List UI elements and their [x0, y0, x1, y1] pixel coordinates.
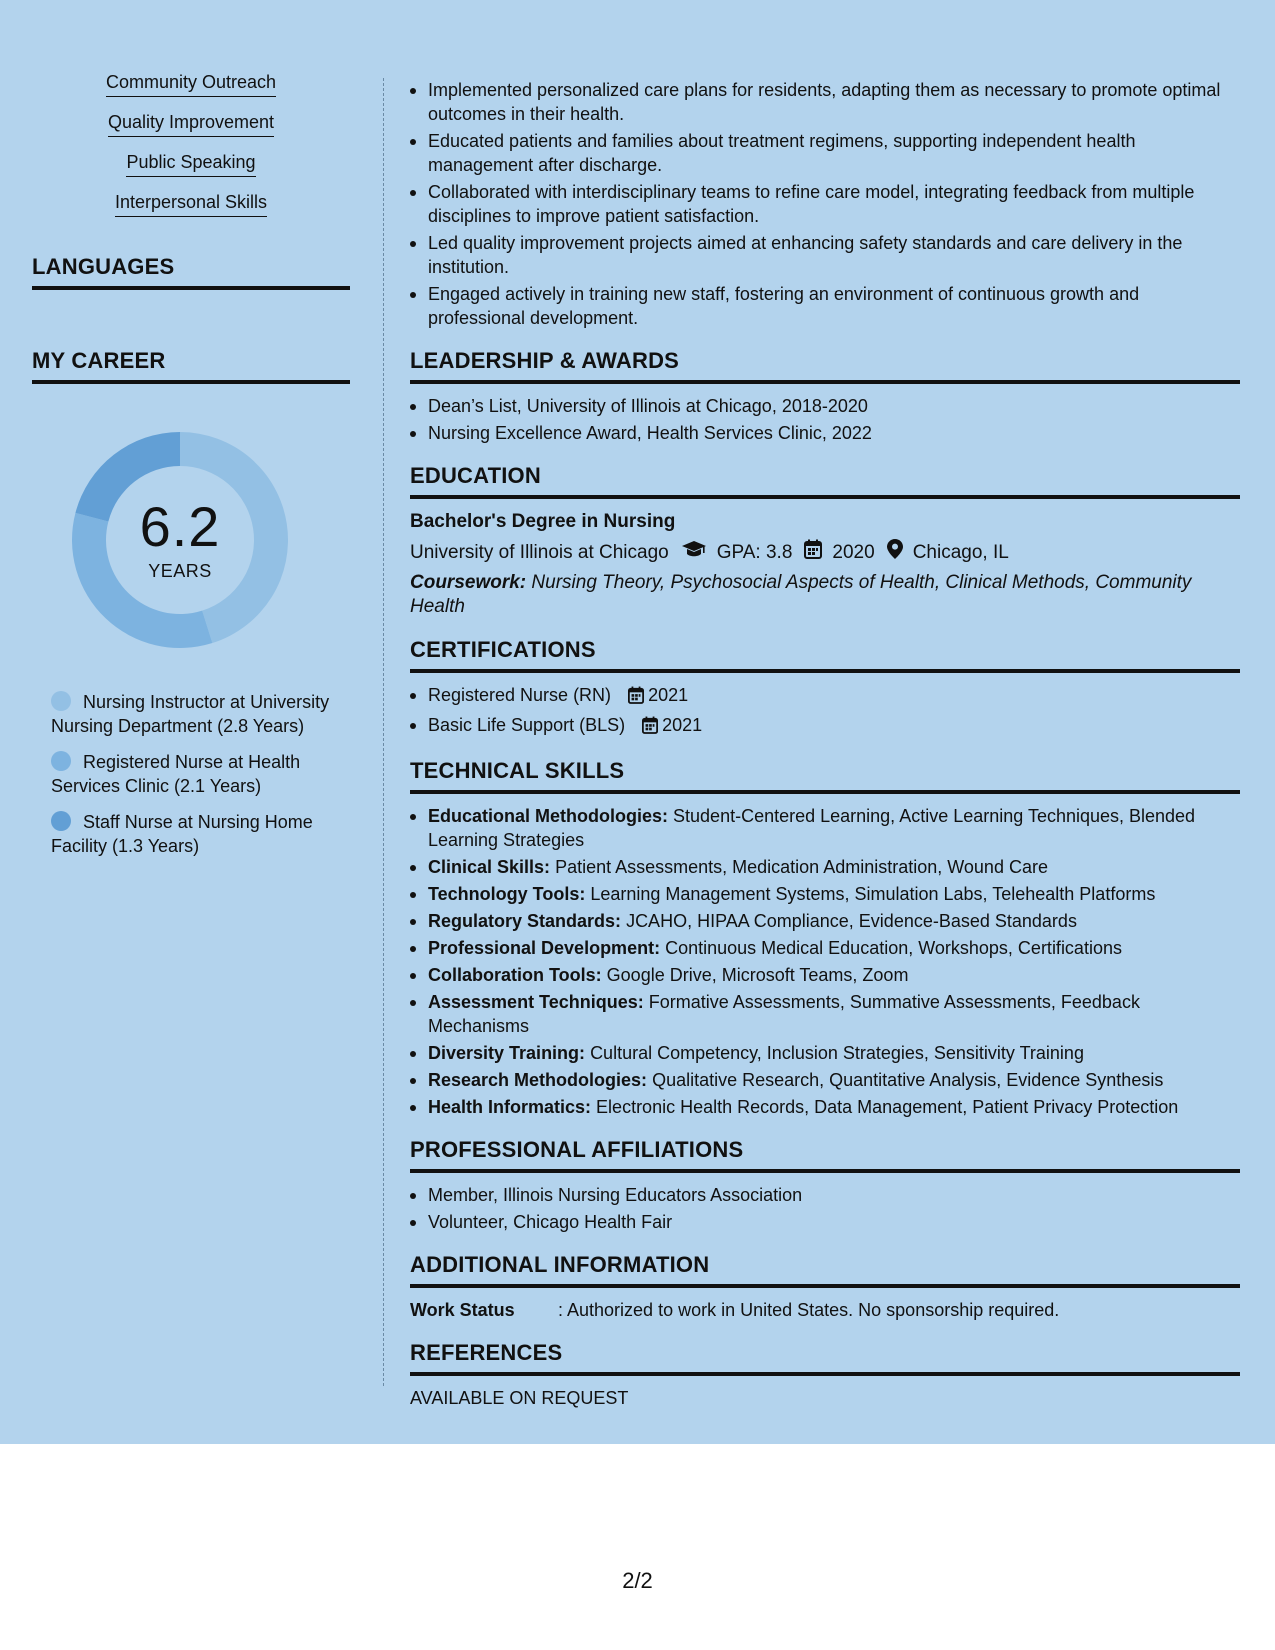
skill-label: Assessment Techniques:	[428, 992, 644, 1012]
technical-skills-list	[410, 804, 1240, 1119]
list-item	[410, 1068, 1240, 1092]
skill-quality-improvement: Quality Improvement	[108, 112, 274, 137]
education-school: University of Illinois at Chicago	[410, 542, 669, 563]
coursework-label: Coursework:	[410, 572, 527, 593]
awards-list	[410, 394, 1240, 445]
education-degree: Bachelor's Degree in Nursing	[410, 511, 676, 532]
work-status-row	[410, 1298, 1240, 1322]
skill-label: Research Methodologies:	[428, 1070, 648, 1090]
skill-label: Educational Methodologies:	[428, 806, 669, 826]
list-item: Dean’s List, University of Illinois at Chicago, 2018-2020	[410, 394, 1240, 418]
skill-value: Electronic Health Records, Data Management, Patient Privacy Protection	[596, 1097, 1179, 1117]
technical-skills-heading: TECHNICAL SKILLS	[410, 758, 1240, 794]
references-text: AVAILABLE ON REQUEST	[410, 1388, 629, 1408]
skill-label: Regulatory Standards:	[428, 911, 622, 931]
education-heading: EDUCATION	[410, 463, 1240, 499]
sidebar	[32, 72, 350, 870]
list-item	[32, 152, 350, 177]
certification-year: 2021	[648, 685, 689, 705]
career-legend-item	[51, 690, 350, 738]
list-item: Engaged actively in training new staff, fostering an environment of continuous growth and professional development.	[410, 282, 1240, 330]
page-number: 2/2	[622, 1568, 653, 1593]
education-coursework	[410, 571, 1240, 619]
skill-value: JCAHO, HIPAA Compliance, Evidence-Based Standards	[626, 911, 1077, 931]
skill-public-speaking: Public Speaking	[126, 152, 255, 177]
certifications-list	[410, 683, 1240, 740]
calendar-icon	[642, 716, 658, 740]
career-legend-item	[51, 810, 350, 858]
list-item: Nursing Excellence Award, Health Services Clinic, 2022	[410, 421, 1240, 445]
list-item: Volunteer, Chicago Health Fair	[410, 1210, 1240, 1234]
education-location: Chicago, IL	[912, 542, 1009, 563]
career-donut-chart	[66, 426, 294, 654]
skill-interpersonal-skills: Interpersonal Skills	[115, 192, 267, 217]
certification-year: 2021	[662, 715, 703, 735]
skill-label: Collaboration Tools:	[428, 965, 602, 985]
career-total-unit: YEARS	[148, 560, 212, 581]
skill-value: Learning Management Systems, Simulation Labs, Telehealth Platforms	[590, 884, 1156, 904]
skill-value: Formative Assessments, Summative Assessments, Feedback Mechanisms	[428, 992, 1140, 1036]
work-status-value: : Authorized to work in United States. No sponsorship required.	[558, 1300, 1060, 1320]
skill-community-outreach: Community Outreach	[106, 72, 276, 97]
career-heading: MY CAREER	[32, 348, 350, 384]
map-pin-icon	[887, 539, 903, 567]
calendar-icon	[628, 686, 644, 710]
list-item	[410, 963, 1240, 987]
skill-value: Student-Centered Learning, Active Learning Techniques, Blended Learning Strategies	[428, 806, 1196, 850]
soft-skills-list	[32, 72, 350, 217]
skill-label: Professional Development:	[428, 938, 661, 958]
certifications-heading: CERTIFICATIONS	[410, 637, 1240, 673]
work-status-label: Work Status	[410, 1300, 515, 1320]
certification-name: Basic Life Support (BLS)	[428, 715, 626, 735]
skill-label: Clinical Skills:	[428, 857, 551, 877]
list-item: Member, Illinois Nursing Educators Association	[410, 1183, 1240, 1207]
awards-heading: LEADERSHIP & AWARDS	[410, 348, 1240, 384]
main-column	[410, 78, 1240, 1410]
list-item	[410, 804, 1240, 852]
list-item	[410, 1095, 1240, 1119]
column-divider	[383, 78, 384, 1386]
skill-label: Health Informatics:	[428, 1097, 592, 1117]
list-item	[410, 713, 1240, 740]
affiliations-list	[410, 1183, 1240, 1234]
calendar-icon	[804, 539, 822, 567]
list-item	[32, 192, 350, 217]
list-item	[410, 990, 1240, 1038]
certification-name: Registered Nurse (RN)	[428, 685, 612, 705]
career-item-label: Staff Nurse at Nursing Home Facility (1.3 Years)	[51, 812, 313, 856]
additional-info-heading: ADDITIONAL INFORMATION	[410, 1252, 1240, 1288]
career-legend	[32, 690, 350, 858]
career-item-label: Nursing Instructor at University Nursing Department (2.8 Years)	[51, 692, 330, 736]
list-item	[410, 683, 1240, 710]
list-item	[32, 72, 350, 97]
legend-dot	[51, 691, 71, 711]
list-item	[32, 112, 350, 137]
list-item	[410, 882, 1240, 906]
skill-value: Qualitative Research, Quantitative Analysis, Evidence Synthesis	[652, 1070, 1164, 1090]
list-item: Educated patients and families about treatment regimens, supporting independent health management after discharge.	[410, 129, 1240, 177]
skill-value: Google Drive, Microsoft Teams, Zoom	[606, 965, 909, 985]
references-heading: REFERENCES	[410, 1340, 1240, 1376]
experience-bullets	[410, 78, 1240, 330]
career-total-value: 6.2	[139, 494, 221, 558]
career-legend-item	[51, 750, 350, 798]
skill-value: Continuous Medical Education, Workshops, Certifications	[665, 938, 1122, 958]
education-year: 2020	[832, 542, 875, 563]
legend-dot	[51, 751, 71, 771]
list-item	[410, 909, 1240, 933]
skill-label: Technology Tools:	[428, 884, 586, 904]
education-gpa: GPA: 3.8	[716, 542, 793, 563]
list-item	[410, 1041, 1240, 1065]
donut-center	[66, 426, 294, 654]
skill-value: Patient Assessments, Medication Administration, Wound Care	[555, 857, 1048, 877]
list-item	[410, 936, 1240, 960]
list-item	[410, 855, 1240, 879]
education-details	[410, 539, 1240, 567]
skill-value: Cultural Competency, Inclusion Strategies, Sensitivity Training	[590, 1043, 1084, 1063]
affiliations-heading: PROFESSIONAL AFFILIATIONS	[410, 1137, 1240, 1173]
career-item-label: Registered Nurse at Health Services Clinic (2.1 Years)	[51, 752, 301, 796]
list-item: Implemented personalized care plans for residents, adapting them as necessary to promote optimal outcomes in their health.	[410, 78, 1240, 126]
legend-dot	[51, 811, 71, 831]
list-item: Led quality improvement projects aimed at enhancing safety standards and care delivery in the institution.	[410, 231, 1240, 279]
skill-label: Diversity Training:	[428, 1043, 586, 1063]
coursework-text: Nursing Theory, Psychosocial Aspects of Health, Clinical Methods, Community Health	[410, 572, 1192, 617]
list-item: Collaborated with interdisciplinary teams to refine care model, integrating feedback from multiple disciplines to improve patient satisfaction.	[410, 180, 1240, 228]
graduation-cap-icon	[681, 540, 707, 566]
languages-heading: LANGUAGES	[32, 254, 350, 290]
